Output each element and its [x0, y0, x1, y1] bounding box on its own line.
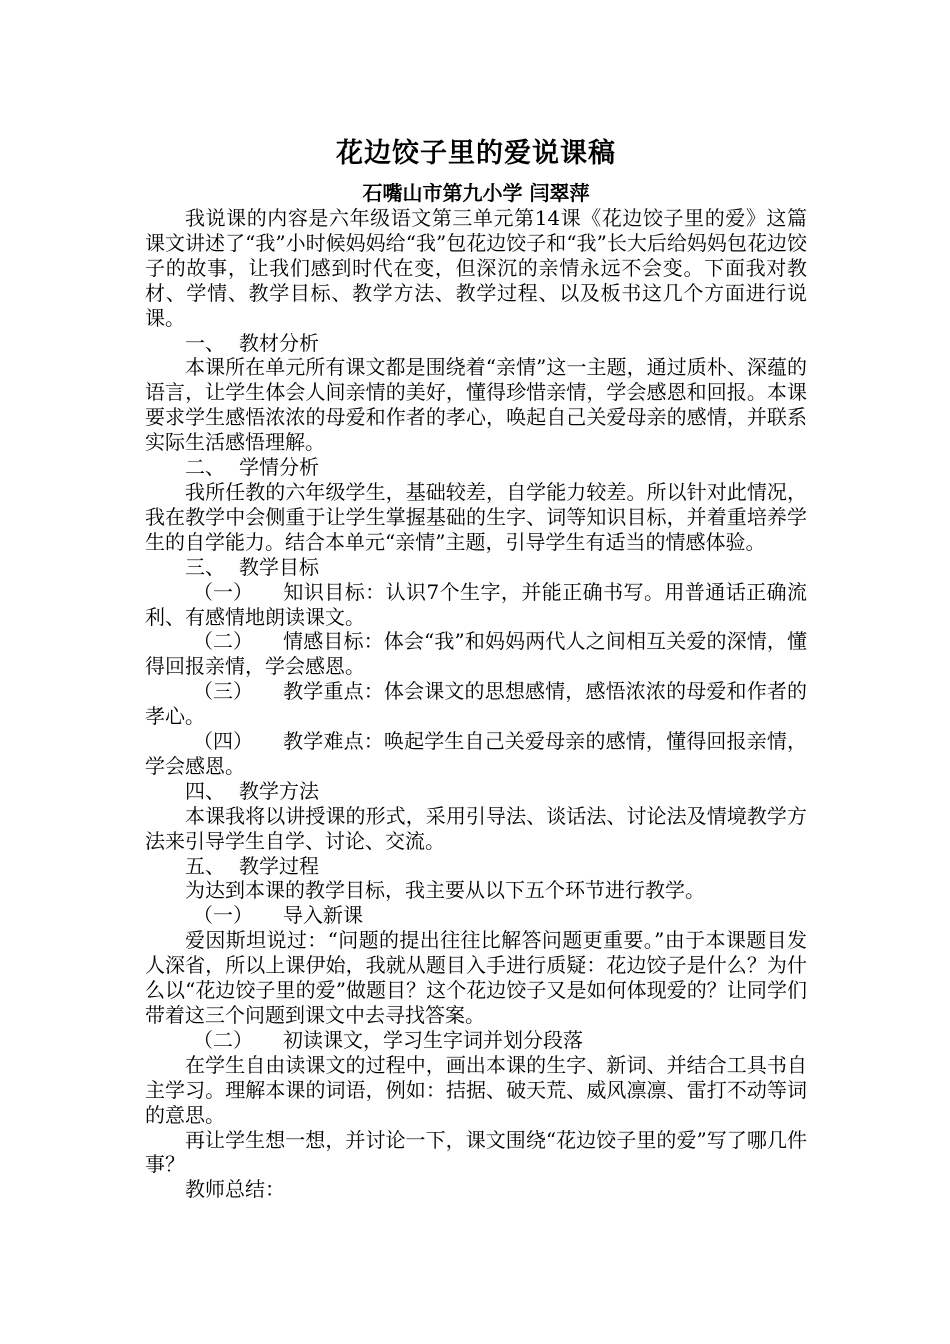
section-heading-4: 四、 教学方法 [185, 778, 319, 803]
section-heading-2: 二、 学情分析 [185, 455, 319, 480]
goal-item-4: （四） 教学难点：唤起学生自己关爱母亲的感情，懂得回报亲情，学会感恩。 [145, 729, 807, 778]
process-2-paragraph-1: 在学生自由读课文的过程中，画出本课的生字、新词、并结合工具书自主学习。理解本课的词语，例如：拮据、破天荒、威风凛凛、雷打不动等词的意思。 [145, 1052, 807, 1127]
process-1-paragraph: 爱因斯坦说过：“问题的提出往往比解答问题更重要。”由于本课题目发人深省，所以上课伊始，我就从题目入手进行质疑：花边饺子是什么？为什么以“花边饺子里的爱”做题目？这个花边饺子又是如何体现爱的？让同学们带着这三个问题到课文中去寻找答案。 [145, 928, 807, 1027]
section-4-paragraph: 本课我将以讲授课的形式，采用引导法、谈话法、讨论法及情境教学方法来引导学生自学、讨论、交流。 [145, 803, 807, 853]
goal-item-3: （三） 教学重点：体会课文的思想感情，感悟浓浓的母爱和作者的孝心。 [145, 679, 807, 729]
intro-paragraph: 我说课的内容是六年级语文第三单元第14课《花边饺子里的爱》这篇课文讲述了“我”小时候妈妈给“我”包花边饺子和“我”长大后给妈妈包花边饺子的故事，让我们感到时代在变，但深沉的亲情永远不会变。下面我对教材、学情、教学目标、教学方法、教学过程、以及板书这几个方面进行说课。 [145, 206, 807, 330]
process-heading-1: （一） 导入新课 [193, 903, 363, 928]
section-heading-1: 一、 教材分析 [185, 330, 319, 355]
section-heading-3: 三、 教学目标 [185, 554, 319, 579]
process-2-paragraph-2: 再让学生想一想，并讨论一下，课文围绕“花边饺子里的爱”写了哪几件事？ [145, 1127, 807, 1177]
goal-item-2: （二） 情感目标：体会“我”和妈妈两代人之间相互关爱的深情，懂得回报亲情，学会感恩。 [145, 629, 807, 679]
goal-item-1: （一） 知识目标：认识7个生字，并能正确书写。用普通话正确流利、有感情地朗读课文。 [145, 579, 807, 629]
process-2-paragraph-3: 教师总结： [185, 1177, 285, 1202]
document-author: 石嘴山市第九小学 闫翠萍 [362, 181, 590, 205]
process-heading-2: （二） 初读课文，学习生字词并划分段落 [193, 1027, 583, 1052]
section-5-paragraph: 为达到本课的教学目标，我主要从以下五个环节进行教学。 [185, 878, 705, 903]
section-2-paragraph: 我所任教的六年级学生，基础较差，自学能力较差。所以针对此情况，我在教学中会侧重于让学生掌握基础的生字、词等知识目标，并着重培养学生的自学能力。结合本单元“亲情”主题，引导学生有适当的情感体验。 [145, 479, 807, 554]
section-1-paragraph: 本课所在单元所有课文都是围绕着“亲情”这一主题，通过质朴、深蕴的语言，让学生体会人间亲情的美好，懂得珍惜亲情，学会感恩和回报。本课要求学生感悟浓浓的母爱和作者的孝心，唤起自己关爱母亲的感情，并联系实际生活感悟理解。 [145, 355, 807, 455]
document-page [145, 130, 807, 1202]
document-title: 花边饺子里的爱说课稿 [336, 138, 616, 169]
section-heading-5: 五、 教学过程 [185, 853, 319, 878]
